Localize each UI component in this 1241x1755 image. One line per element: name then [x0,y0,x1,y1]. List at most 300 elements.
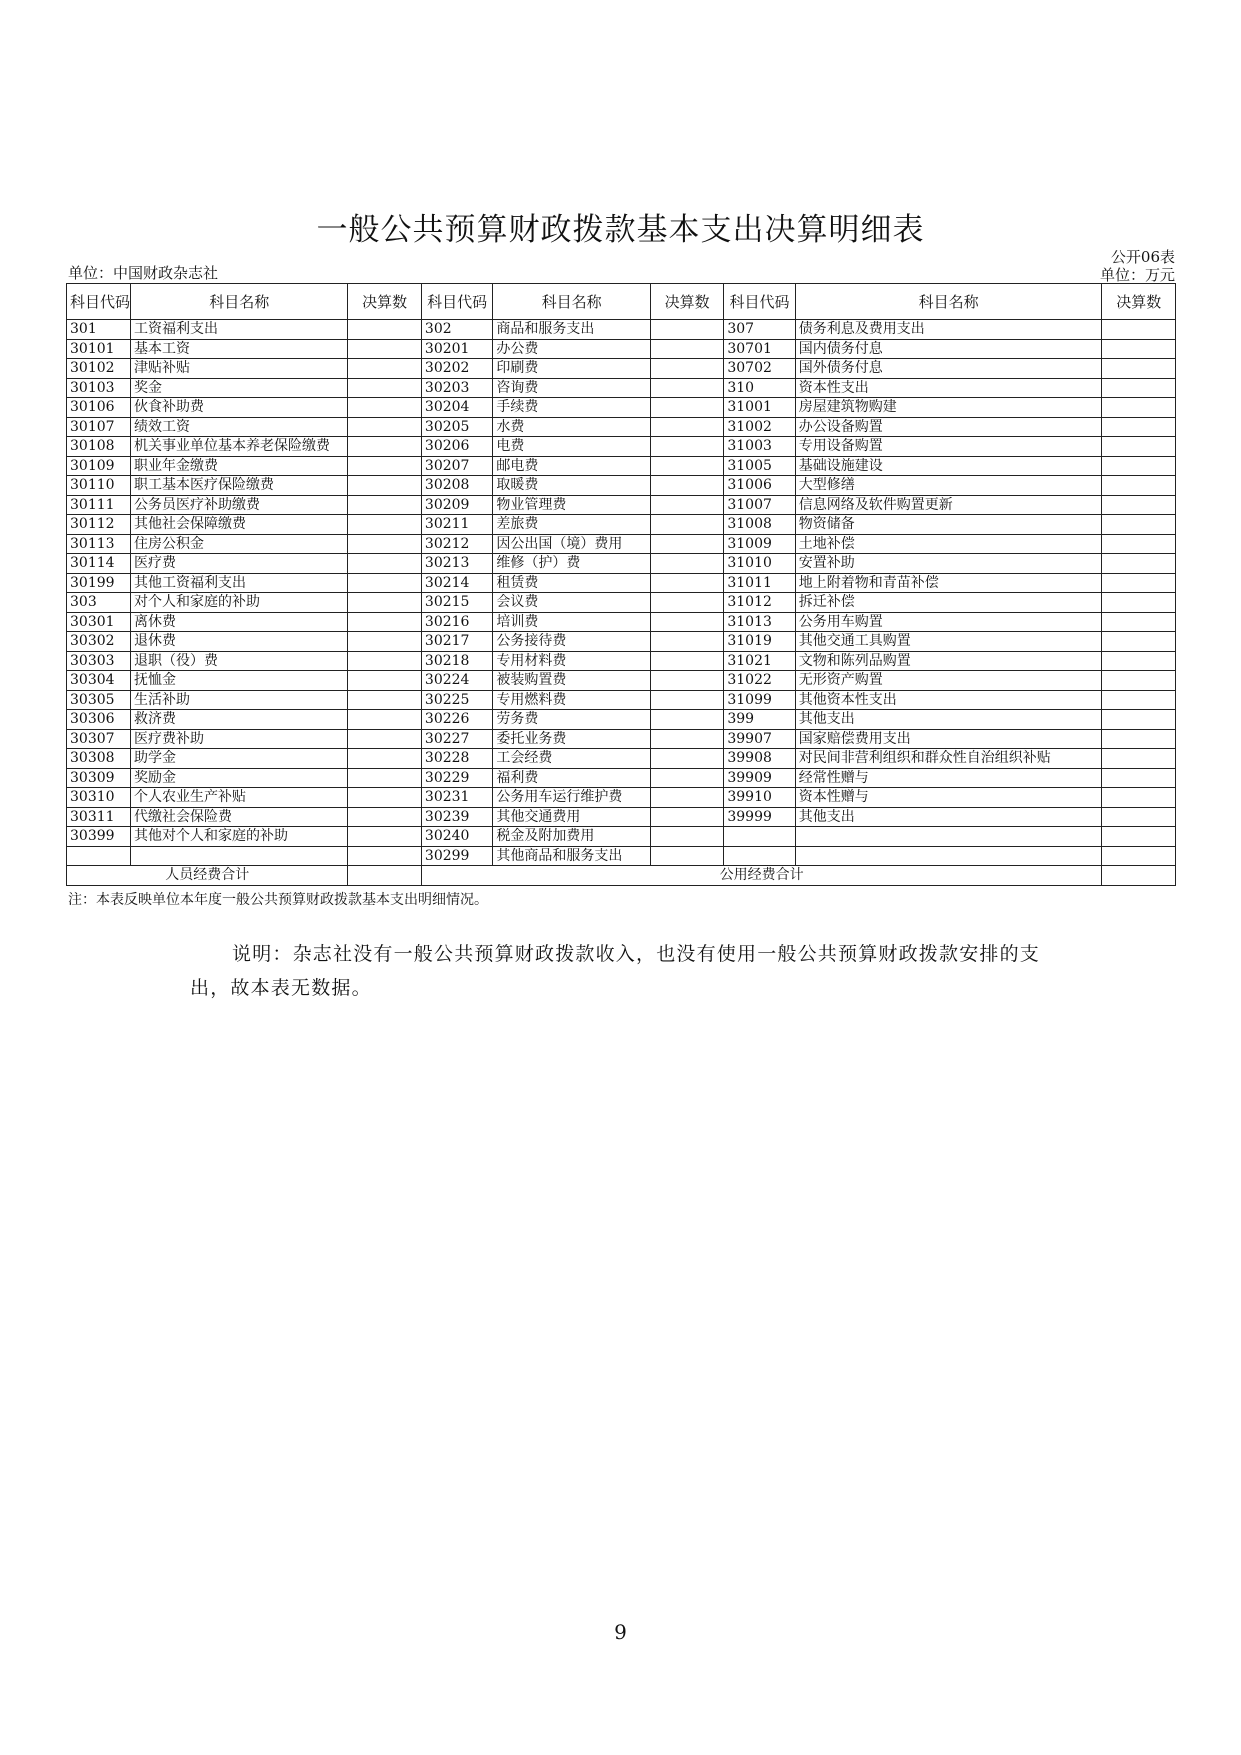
name-cell: 公务接待费 [493,632,651,652]
code-cell: 30216 [421,612,492,632]
code-cell: 30203 [421,378,492,398]
amount-cell [348,768,422,788]
name-cell: 津贴补贴 [131,359,348,379]
amount-cell [1102,632,1176,652]
name-cell: 伙食补助费 [131,398,348,418]
name-cell: 公务员医疗补助缴费 [131,495,348,515]
name-cell: 奖励金 [131,768,348,788]
name-cell: 专用材料费 [493,651,651,671]
amount-cell [348,339,422,359]
form-code: 公开06表 [1110,248,1175,266]
header-cell: 决算数 [348,284,422,320]
code-cell: 30224 [421,671,492,691]
amount-cell [650,378,724,398]
amount-cell [650,690,724,710]
table-note: 注：本表反映单位本年度一般公共预算财政拨款基本支出明细情况。 [68,892,488,908]
code-cell: 31003 [724,437,795,457]
code-cell: 30202 [421,359,492,379]
table-row [67,612,1176,632]
name-cell: 其他对个人和家庭的补助 [131,827,348,847]
totals-row [67,866,1176,886]
code-cell: 30110 [67,476,131,496]
code-cell: 30212 [421,534,492,554]
code-cell: 30211 [421,515,492,535]
name-cell: 取暖费 [493,476,651,496]
name-cell: 培训费 [493,612,651,632]
name-cell: 代缴社会保险费 [131,807,348,827]
amount-cell [348,846,422,866]
name-cell: 水费 [493,417,651,437]
amount-cell [348,593,422,613]
amount-cell [1102,398,1176,418]
amount-cell [348,417,422,437]
table-row [67,339,1176,359]
code-cell: 31099 [724,690,795,710]
header-cell: 科目名称 [493,284,651,320]
amount-cell [348,671,422,691]
amount-cell [348,359,422,379]
header-cell: 科目代码 [421,284,492,320]
name-cell: 基础设施建设 [795,456,1102,476]
total-public-label: 公用经费合计 [421,866,1101,886]
name-cell: 其他支出 [795,807,1102,827]
amount-cell [348,807,422,827]
name-cell: 资本性赠与 [795,788,1102,808]
amount-cell [348,651,422,671]
amount-cell [348,788,422,808]
name-cell: 咨询费 [493,378,651,398]
code-cell: 39999 [724,807,795,827]
header-cell: 科目名称 [131,284,348,320]
table-row [67,320,1176,340]
code-cell: 30109 [67,456,131,476]
code-cell: 310 [724,378,795,398]
table-row [67,632,1176,652]
code-cell: 30227 [421,729,492,749]
code-cell: 30206 [421,437,492,457]
code-cell: 30228 [421,749,492,769]
code-cell: 31013 [724,612,795,632]
code-cell: 30309 [67,768,131,788]
unit-money: 单位：万元 [1099,266,1175,284]
name-cell: 土地补偿 [795,534,1102,554]
code-cell: 31009 [724,534,795,554]
amount-cell [1102,788,1176,808]
table-row [67,573,1176,593]
amount-cell [650,359,724,379]
code-cell: 30214 [421,573,492,593]
code-cell: 30102 [67,359,131,379]
table-row [67,788,1176,808]
code-cell: 31002 [724,417,795,437]
code-cell: 30106 [67,398,131,418]
name-cell: 职工基本医疗保险缴费 [131,476,348,496]
table-row [67,651,1176,671]
code-cell: 30225 [421,690,492,710]
code-cell: 31021 [724,651,795,671]
name-cell: 工会经费 [493,749,651,769]
name-cell: 国家赔偿费用支出 [795,729,1102,749]
code-cell: 31007 [724,495,795,515]
name-cell: 被装购置费 [493,671,651,691]
code-cell: 30209 [421,495,492,515]
amount-cell [1102,515,1176,535]
amount-cell [650,710,724,730]
amount-cell [348,534,422,554]
name-cell: 福利费 [493,768,651,788]
name-cell: 其他支出 [795,710,1102,730]
code-cell: 30229 [421,768,492,788]
code-cell: 30103 [67,378,131,398]
amount-cell [1102,456,1176,476]
name-cell [131,846,348,866]
code-cell: 30111 [67,495,131,515]
amount-cell [650,827,724,847]
table-row [67,593,1176,613]
code-cell: 30301 [67,612,131,632]
amount-cell [650,807,724,827]
name-cell: 办公费 [493,339,651,359]
code-cell: 30307 [67,729,131,749]
name-cell: 地上附着物和青苗补偿 [795,573,1102,593]
code-cell: 30299 [421,846,492,866]
amount-cell [348,495,422,515]
explanation-paragraph: 说明：杂志社没有一般公共预算财政拨款收入，也没有使用一般公共预算财政拨款安排的支出，故本表无数据。 [190,943,1041,999]
name-cell: 公务用车运行维护费 [493,788,651,808]
code-cell: 31011 [724,573,795,593]
name-cell: 租赁费 [493,573,651,593]
name-cell: 个人农业生产补贴 [131,788,348,808]
amount-cell [650,612,724,632]
amount-cell [1102,827,1176,847]
total-personnel-value [348,866,422,886]
name-cell: 其他交通工具购置 [795,632,1102,652]
amount-cell [650,534,724,554]
amount-cell [348,476,422,496]
table-row [67,398,1176,418]
table-row [67,807,1176,827]
name-cell: 工资福利支出 [131,320,348,340]
name-cell: 其他商品和服务支出 [493,846,651,866]
name-cell: 其他社会保障缴费 [131,515,348,535]
code-cell: 30226 [421,710,492,730]
table-row [67,515,1176,535]
code-cell: 301 [67,320,131,340]
name-cell: 国内债务付息 [795,339,1102,359]
name-cell: 文物和陈列品购置 [795,651,1102,671]
amount-cell [1102,612,1176,632]
name-cell: 印刷费 [493,359,651,379]
name-cell: 救济费 [131,710,348,730]
name-cell: 经常性赠与 [795,768,1102,788]
header-cell: 科目代码 [67,284,131,320]
code-cell: 30199 [67,573,131,593]
code-cell: 307 [724,320,795,340]
name-cell: 奖金 [131,378,348,398]
table-row [67,710,1176,730]
amount-cell [1102,807,1176,827]
name-cell: 邮电费 [493,456,651,476]
name-cell: 退休费 [131,632,348,652]
name-cell: 债务利息及费用支出 [795,320,1102,340]
header-cell: 科目名称 [795,284,1102,320]
name-cell: 绩效工资 [131,417,348,437]
name-cell: 差旅费 [493,515,651,535]
code-cell: 31022 [724,671,795,691]
amount-cell [348,398,422,418]
code-cell [724,827,795,847]
code-cell: 30308 [67,749,131,769]
amount-cell [1102,476,1176,496]
amount-cell [348,612,422,632]
amount-cell [650,398,724,418]
table-row [67,378,1176,398]
code-cell: 30215 [421,593,492,613]
name-cell [795,827,1102,847]
amount-cell [650,671,724,691]
code-cell: 30310 [67,788,131,808]
amount-cell [1102,729,1176,749]
code-cell: 30239 [421,807,492,827]
name-cell: 维修（护）费 [493,554,651,574]
name-cell [795,846,1102,866]
header-cell: 科目代码 [724,284,795,320]
name-cell: 大型修缮 [795,476,1102,496]
table-row [67,671,1176,691]
amount-cell [348,690,422,710]
table-row [67,437,1176,457]
amount-cell [1102,573,1176,593]
table-row [67,846,1176,866]
code-cell: 399 [724,710,795,730]
name-cell: 其他交通费用 [493,807,651,827]
name-cell: 手续费 [493,398,651,418]
amount-cell [348,749,422,769]
code-cell: 30218 [421,651,492,671]
amount-cell [1102,359,1176,379]
name-cell: 因公出国（境）费用 [493,534,651,554]
amount-cell [650,437,724,457]
amount-cell [650,768,724,788]
name-cell: 委托业务费 [493,729,651,749]
amount-cell [1102,846,1176,866]
code-cell: 30217 [421,632,492,652]
table-row [67,359,1176,379]
name-cell: 物业管理费 [493,495,651,515]
code-cell: 31001 [724,398,795,418]
code-cell: 39908 [724,749,795,769]
code-cell: 39909 [724,768,795,788]
name-cell: 专用燃料费 [493,690,651,710]
table-row [67,476,1176,496]
amount-cell [650,495,724,515]
table-row [67,554,1176,574]
amount-cell [650,417,724,437]
amount-cell [348,437,422,457]
amount-cell [650,573,724,593]
amount-cell [650,846,724,866]
code-cell: 302 [421,320,492,340]
name-cell: 对个人和家庭的补助 [131,593,348,613]
amount-cell [1102,417,1176,437]
name-cell: 资本性支出 [795,378,1102,398]
table-row [67,534,1176,554]
name-cell: 信息网络及软件购置更新 [795,495,1102,515]
name-cell: 无形资产购置 [795,671,1102,691]
name-cell: 拆迁补偿 [795,593,1102,613]
code-cell [724,846,795,866]
code-cell: 30107 [67,417,131,437]
amount-cell [1102,768,1176,788]
amount-cell [1102,749,1176,769]
name-cell: 安置补助 [795,554,1102,574]
name-cell: 办公设备购置 [795,417,1102,437]
name-cell: 医疗费补助 [131,729,348,749]
amount-cell [1102,593,1176,613]
table-row [67,417,1176,437]
amount-cell [1102,378,1176,398]
code-cell: 39907 [724,729,795,749]
header-cell: 决算数 [650,284,724,320]
code-cell: 30702 [724,359,795,379]
code-cell: 31006 [724,476,795,496]
code-cell: 30240 [421,827,492,847]
name-cell: 退职（役）费 [131,651,348,671]
amount-cell [1102,320,1176,340]
table-row [67,827,1176,847]
code-cell: 30113 [67,534,131,554]
code-cell: 30101 [67,339,131,359]
expenditure-table [66,283,1176,886]
name-cell: 离休费 [131,612,348,632]
code-cell: 30205 [421,417,492,437]
code-cell: 30201 [421,339,492,359]
code-cell: 30701 [724,339,795,359]
table-header-row [67,284,1176,320]
name-cell: 税金及附加费用 [493,827,651,847]
page-title: 一般公共预算财政拨款基本支出决算明细表 [316,212,925,248]
code-cell: 31012 [724,593,795,613]
amount-cell [650,320,724,340]
amount-cell [348,515,422,535]
amount-cell [650,515,724,535]
amount-cell [348,378,422,398]
name-cell: 其他工资福利支出 [131,573,348,593]
name-cell: 公务用车购置 [795,612,1102,632]
amount-cell [1102,534,1176,554]
code-cell: 30112 [67,515,131,535]
name-cell: 基本工资 [131,339,348,359]
name-cell: 对民间非营利组织和群众性自治组织补贴 [795,749,1102,769]
name-cell: 专用设备购置 [795,437,1102,457]
amount-cell [348,827,422,847]
unit-name: 单位：中国财政杂志社 [68,264,219,282]
amount-cell [348,573,422,593]
amount-cell [1102,339,1176,359]
amount-cell [1102,437,1176,457]
code-cell: 30305 [67,690,131,710]
amount-cell [650,339,724,359]
amount-cell [1102,710,1176,730]
amount-cell [650,749,724,769]
code-cell: 30399 [67,827,131,847]
amount-cell [650,593,724,613]
total-personnel-label: 人员经费合计 [67,866,348,886]
total-public-value [1102,866,1176,886]
amount-cell [650,729,724,749]
amount-cell [650,632,724,652]
name-cell: 抚恤金 [131,671,348,691]
name-cell: 劳务费 [493,710,651,730]
code-cell: 30306 [67,710,131,730]
code-cell: 30207 [421,456,492,476]
name-cell: 医疗费 [131,554,348,574]
code-cell: 39910 [724,788,795,808]
name-cell: 电费 [493,437,651,457]
name-cell: 机关事业单位基本养老保险缴费 [131,437,348,457]
amount-cell [348,710,422,730]
code-cell: 31010 [724,554,795,574]
name-cell: 生活补助 [131,690,348,710]
name-cell: 商品和服务支出 [493,320,651,340]
table-row [67,749,1176,769]
code-cell: 30114 [67,554,131,574]
table-row [67,690,1176,710]
amount-cell [1102,651,1176,671]
code-cell: 31005 [724,456,795,476]
code-cell: 30302 [67,632,131,652]
amount-cell [650,788,724,808]
code-cell: 31008 [724,515,795,535]
header-cell: 决算数 [1102,284,1176,320]
code-cell: 30304 [67,671,131,691]
name-cell: 会议费 [493,593,651,613]
amount-cell [650,476,724,496]
amount-cell [650,651,724,671]
amount-cell [1102,495,1176,515]
code-cell: 30311 [67,807,131,827]
table-row [67,456,1176,476]
amount-cell [1102,690,1176,710]
name-cell: 住房公积金 [131,534,348,554]
table-row [67,729,1176,749]
amount-cell [348,729,422,749]
code-cell: 30108 [67,437,131,457]
name-cell: 房屋建筑物购建 [795,398,1102,418]
amount-cell [1102,554,1176,574]
code-cell: 31019 [724,632,795,652]
page-number: 9 [614,1620,627,1644]
name-cell: 职业年金缴费 [131,456,348,476]
code-cell: 30213 [421,554,492,574]
code-cell [67,846,131,866]
table-row [67,768,1176,788]
name-cell: 国外债务付息 [795,359,1102,379]
code-cell: 30231 [421,788,492,808]
amount-cell [348,554,422,574]
code-cell: 30303 [67,651,131,671]
name-cell: 物资储备 [795,515,1102,535]
amount-cell [650,554,724,574]
amount-cell [348,632,422,652]
table-row [67,495,1176,515]
amount-cell [348,456,422,476]
code-cell: 303 [67,593,131,613]
amount-cell [650,456,724,476]
amount-cell [348,320,422,340]
name-cell: 其他资本性支出 [795,690,1102,710]
code-cell: 30204 [421,398,492,418]
